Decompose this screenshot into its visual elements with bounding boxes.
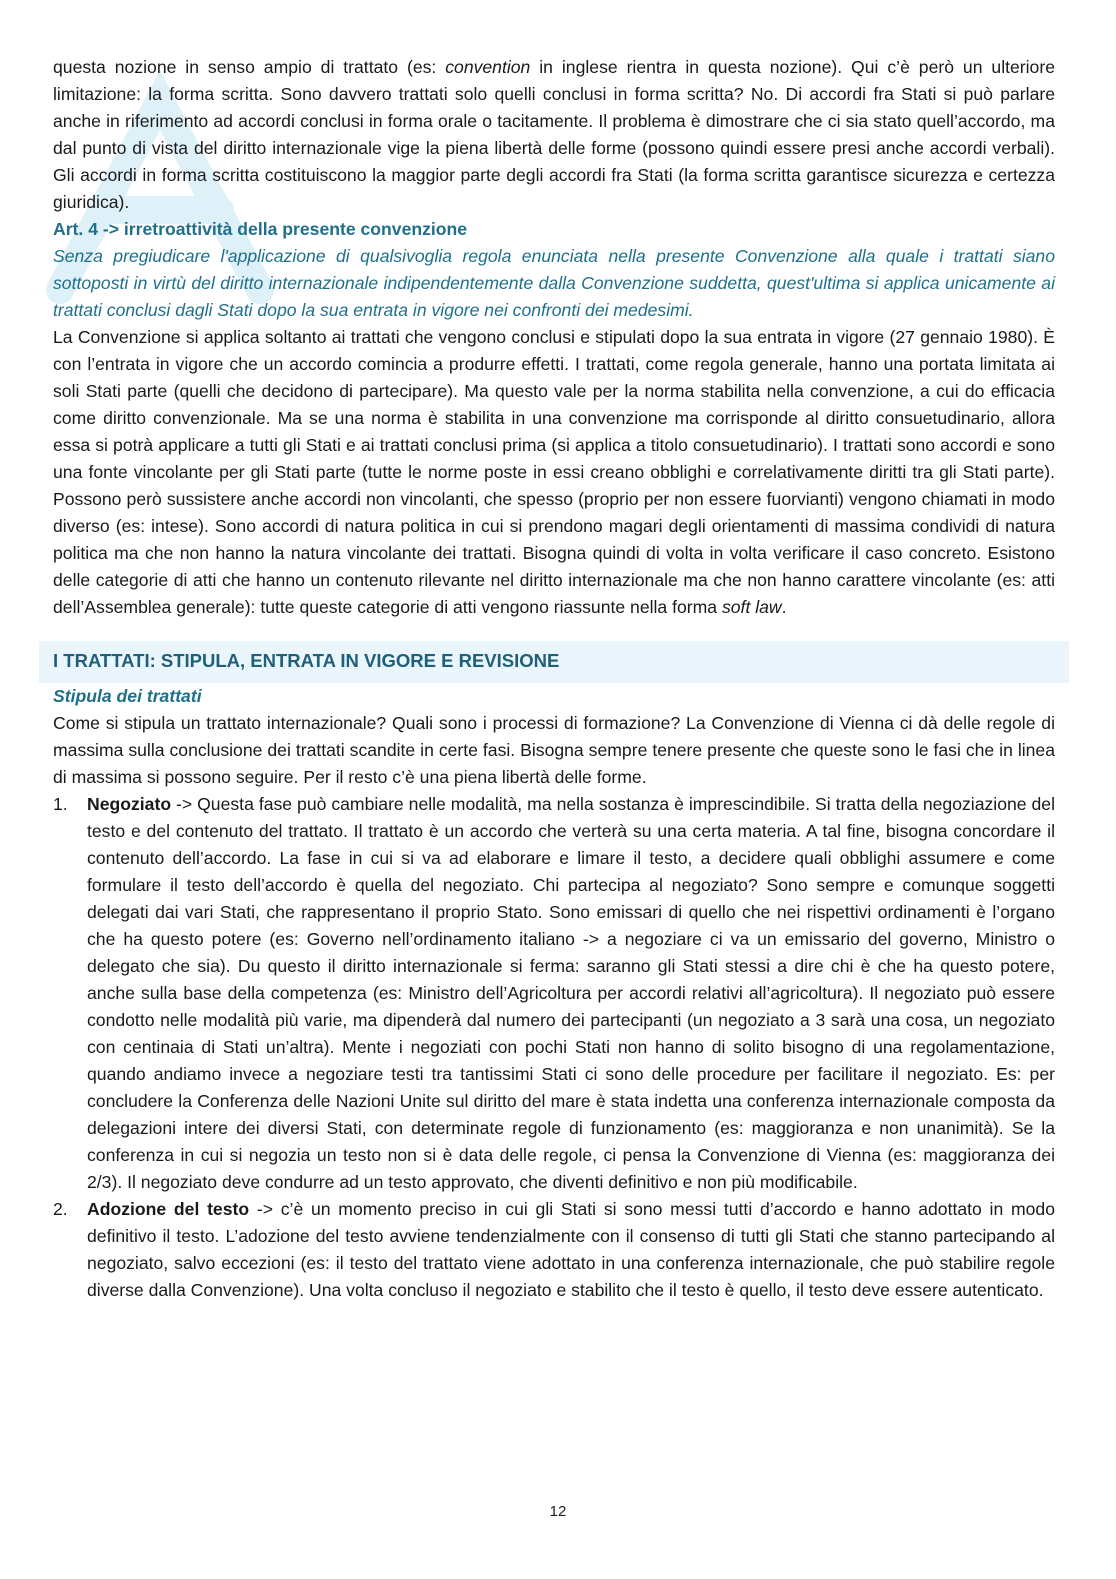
numbered-list xyxy=(53,791,1055,1304)
list-text: -> Questa fase può cambiare nelle modalità, ma nella sostanza è imprescindibile. Si tratta della negoziazione del testo e del contenuto del trattato. Il trattato è un accordo che verterà su una certa materia. A tal fine, bisogna concordare il contenuto dell’accordo. La fase in cui si va ad elaborare e limare il testo, a decidere quali obblighi assumere e come formulare il testo dell’accordo è quella del negoziato. Chi partecipa al negoziato? Sono sempre e comunque soggetti delegati dai vari Stati, che rappresentano il proprio Stato. Sono emissari di quello che nei rispettivi ordinamenti è l’organo che ha questo potere (es: Governo nell’ordinamento italiano -> a negoziare ci va un emissario del governo, Ministro o delegato che sia). Du questo il diritto internazionale si ferma: saranno gli Stati stessi a dire chi è che ha questo potere, anche sulla base della competenza (es: Ministro dell’Agricoltura per accordi relativi all’agricoltura). Il negoziato può essere condotto nelle modalità più varie, ma dipenderà dal numero dei partecipanti (un negoziato a 3 sarà una cosa, un negoziato con centinaia di Stati un’altra). Mente i negoziati con pochi Stati non hanno di solito bisogno di una regolamentazione, quando andiamo invece a negoziare testi tra tantissimi Stati ci sono delle procedure per facilitare il negoziato. Es: per concludere la Conferenza delle Nazioni Unite sul diritto del mare è stata indetta una conferenza internazionale composta da delegazioni intere dei diversi Stati, con determinate regole di funzionamento (es: maggioranza e non unanimità). Se la conferenza in cui si negozia un testo non si è data delle regole, ci pensa la Convenzione di Vienna (es: maggioranza dei 2/3). Il negoziato deve condurre ad un testo approvato, che diventi definitivo e non più modificabile. xyxy=(87,794,1055,1192)
list-item xyxy=(53,791,1055,1196)
paragraph: La Convenzione si applica soltanto ai trattati che vengono conclusi e stipulati dopo la sua entrata in vigore (27 gennaio 1980). È con l’entrata in vigore che un accordo comincia a produrre effetti. I trattati, come regola generale, hanno una portata limitata ai soli Stati parte (quelli che decidono di partecipare). Ma questo vale per la norma stabilita nella convenzione, a cui do efficacia come diritto convenzionale. Ma se una norma è stabilita in una convenzione ma corrisponde al diritto consuetudinario, allora essa si potrà applicare a tutti gli Stati e ai trattati conclusi prima (si applica a titolo consuetudinario). I trattati sono accordi e sono una fonte vincolante per gli Stati parte (tutte le norme poste in essi creano obblighi e correlativamente diritti tra gli Stati parte). Possono però sussistere anche accordi non vincolanti, che spesso (proprio per non essere fuorvianti) vengono chiamati in modo diverso (es: intese). Sono accordi di natura politica in cui si prendono magari degli orientamenti di massima condividi di natura politica ma che non hanno la natura vincolante dei trattati. Bisogna quindi di volta in volta verificare il caso concreto. Esistono delle categorie di atti che hanno un contenuto rilevante nel diritto internazionale ma che non hanno carattere vincolante (es: atti dell’Assemblea generale): tutte queste categorie di atti vengono riassunte nella forma soft law. xyxy=(53,327,1055,617)
article-title: Art. 4 -> irretroattività della presente convenzione xyxy=(53,219,468,239)
list-text: -> c’è un momento preciso in cui gli Stati si sono messi tutti d’accordo e hanno adottato in modo definitivo il testo. L’adozione del testo avviene tendenzialmente con il consenso di tutti gli Stati che stanno partecipando al negoziato, salvo eccezioni (es: il testo del trattato viene adottato in una conferenza internazionale, che può stabilire regole diverse dalla Convenzione). Una volta concluso il negoziato e stabilito che il testo è quello, il testo deve essere autenticato. xyxy=(87,1199,1055,1300)
page-number: 12 xyxy=(549,1503,567,1520)
article-quote: Senza pregiudicare l'applicazione di qualsivoglia regola enunciata nella presente Convenzione alla quale i trattati siano sottoposti in virtù del diritto internazionale indipendentemente dalla Convenzione suddetta, quest'ultima si applica unicamente ai trattati conclusi dagli Stati dopo la sua entrata in vigore nei confronti dei medesimi. xyxy=(53,246,1055,320)
list-term: Adozione del testo xyxy=(87,1199,250,1219)
list-item xyxy=(53,1196,1055,1304)
list-number: 1. xyxy=(53,794,68,814)
section-heading: I TRATTATI: STIPULA, ENTRATA IN VIGORE E REVISIONE xyxy=(39,641,1069,683)
list-term: Negoziato xyxy=(87,794,172,814)
list-number: 2. xyxy=(53,1199,68,1219)
paragraph: questa nozione in senso ampio di trattato (es: convention in inglese rientra in questa nozione). Qui c’è però un ulteriore limitazione: la forma scritta. Sono davvero trattati solo quelli conclusi in forma scritta? No. Di accordi fra Stati si può parlare anche in riferimento ad accordi conclusi in forma orale o tacitamente. Il problema è dimostrare che ci sia stato quell’accordo, ma dal punto di vista del diritto internazionale vige la piena libertà delle forme (possono quindi essere presi anche accordi verbali). Gli accordi in forma scritta costituiscono la maggior parte degli accordi fra Stati (la forma scritta garantisce sicurezza e certezza giuridica). xyxy=(53,57,1055,212)
page-content xyxy=(53,54,1055,1304)
subheading: Stipula dei trattati xyxy=(53,686,202,706)
paragraph: Come si stipula un trattato internazionale? Quali sono i processi di formazione? La Convenzione di Vienna ci dà delle regole di massima sulla conclusione dei trattati scandite in certe fasi. Bisogna sempre tenere presente che queste sono le fasi che in linea di massima si possono seguire. Per il resto c’è una piena libertà delle forme. xyxy=(53,713,1055,787)
